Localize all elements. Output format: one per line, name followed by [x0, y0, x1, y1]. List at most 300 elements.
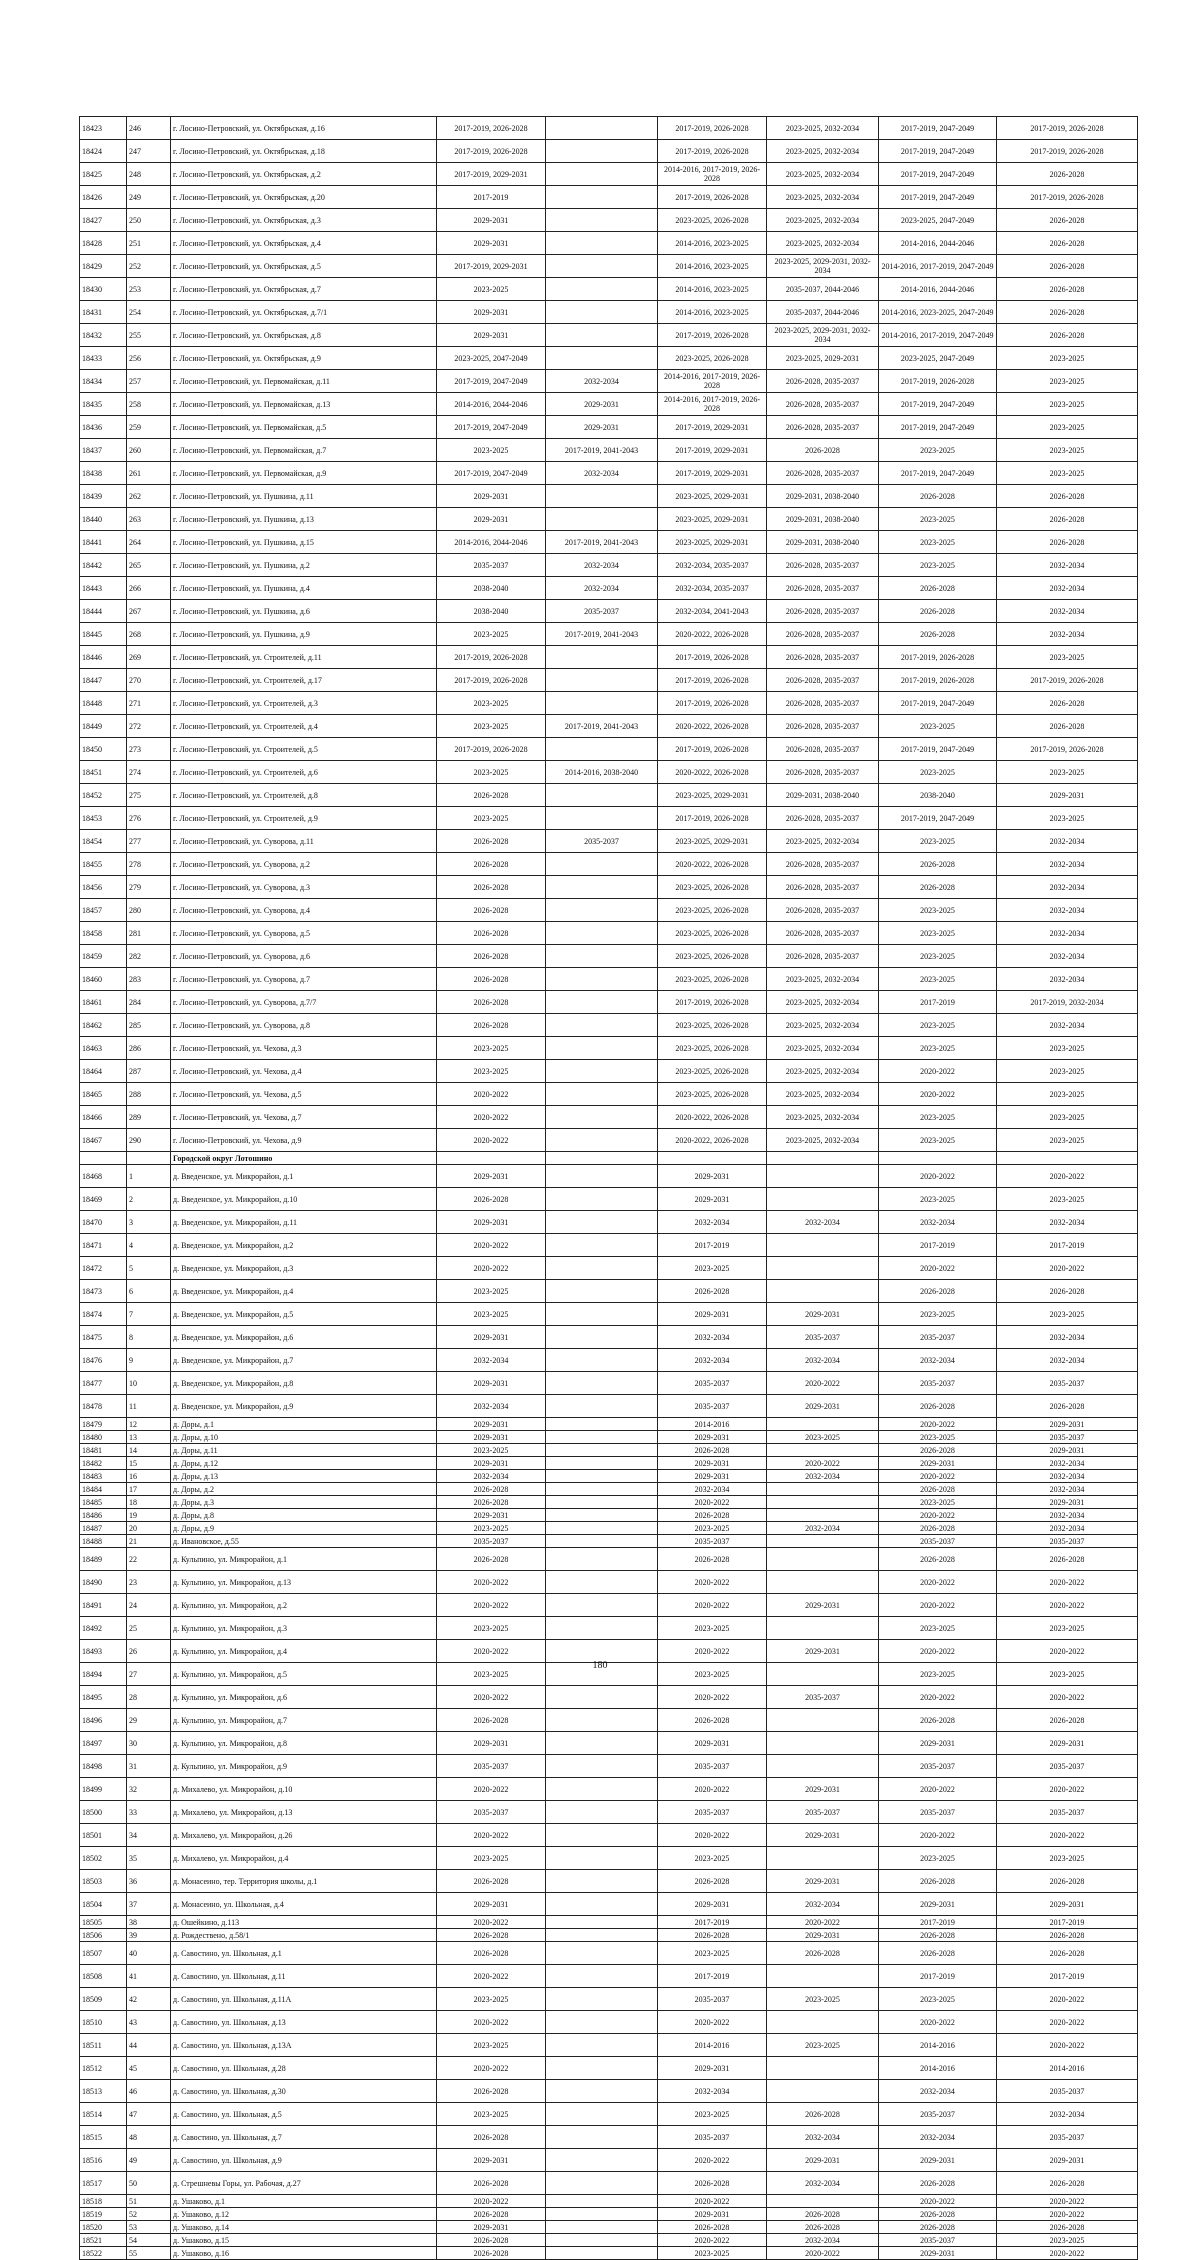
cell-record-id: 18460 — [80, 968, 127, 991]
cell-period-4 — [767, 1280, 879, 1303]
cell-item-number: 48 — [127, 2126, 171, 2149]
cell-period-5: 2014-2016 — [879, 2034, 997, 2057]
cell-record-id: 18474 — [80, 1303, 127, 1326]
cell-period-2 — [546, 646, 658, 669]
cell-address: д. Введенское, ул. Микрорайон, д.6 — [171, 1326, 437, 1349]
table-row — [80, 1188, 1138, 1211]
cell-period-5: 2020-2022 — [879, 1418, 997, 1431]
cell-period-6: 2032-2034 — [997, 1014, 1138, 1037]
cell-period-3: 2032-2034, 2035-2037 — [658, 554, 767, 577]
cell-record-id: 18424 — [80, 140, 127, 163]
cell-period-2 — [546, 1372, 658, 1395]
table-row — [80, 1801, 1138, 1824]
table-row — [80, 1778, 1138, 1801]
cell-item-number: 38 — [127, 1916, 171, 1929]
cell-period-1: 2017-2019, 2047-2049 — [437, 462, 546, 485]
cell-period-1: 2029-2031 — [437, 2221, 546, 2234]
cell-period-2: 2017-2019, 2041-2043 — [546, 531, 658, 554]
cell-period-6: 2032-2034 — [997, 1211, 1138, 1234]
cell-period-3: 2020-2022, 2026-2028 — [658, 623, 767, 646]
cell-period-6: 2026-2028 — [997, 508, 1138, 531]
cell-record-id: 18439 — [80, 485, 127, 508]
cell-record-id: 18462 — [80, 1014, 127, 1037]
cell-address: г. Лосино-Петровский, ул. Первомайская, д.11 — [171, 370, 437, 393]
cell-period-5: 2035-2037 — [879, 1326, 997, 1349]
cell-period-1: 2026-2028 — [437, 1870, 546, 1893]
cell-address: г. Лосино-Петровский, ул. Строителей, д.4 — [171, 715, 437, 738]
cell-period-2 — [546, 1431, 658, 1444]
cell-period-1: 2026-2028 — [437, 2126, 546, 2149]
cell-period-2 — [546, 1893, 658, 1916]
cell-period-1: 2023-2025 — [437, 623, 546, 646]
cell-item-number: 37 — [127, 1893, 171, 1916]
cell-period-5: 2026-2028 — [879, 1548, 997, 1571]
cell-period-1: 2020-2022 — [437, 1257, 546, 1280]
cell-period-6: 2020-2022 — [997, 1686, 1138, 1709]
cell-period-5: 2014-2016, 2023-2025, 2047-2049 — [879, 301, 997, 324]
cell-period-3: 2023-2025, 2026-2028 — [658, 1014, 767, 1037]
cell-item-number: 7 — [127, 1303, 171, 1326]
cell-period-4: 2029-2031, 2038-2040 — [767, 508, 879, 531]
cell-period-2 — [546, 1165, 658, 1188]
cell-period-3: 2020-2022 — [658, 1640, 767, 1663]
cell-period-5: 2023-2025 — [879, 1988, 997, 2011]
cell-period-6: 2026-2028 — [997, 255, 1138, 278]
cell-item-number: 264 — [127, 531, 171, 554]
cell-item-number: 11 — [127, 1395, 171, 1418]
table-row — [80, 255, 1138, 278]
cell-record-id: 18446 — [80, 646, 127, 669]
table-row — [80, 1824, 1138, 1847]
cell-period-4: 2023-2025, 2032-2034 — [767, 968, 879, 991]
cell-item-number: 51 — [127, 2195, 171, 2208]
cell-period-5: 2017-2019, 2047-2049 — [879, 692, 997, 715]
table-row — [80, 1234, 1138, 1257]
cell-period-2 — [546, 232, 658, 255]
cell-item-number: 250 — [127, 209, 171, 232]
cell-period-2 — [546, 1801, 658, 1824]
cell-period-3: 2032-2034 — [658, 1483, 767, 1496]
table-row — [80, 784, 1138, 807]
cell-period-5: 2017-2019 — [879, 991, 997, 1014]
cell-period-6: 2032-2034 — [997, 2103, 1138, 2126]
cell-item-number: 25 — [127, 1617, 171, 1640]
cell-period-1: 2029-2031 — [437, 301, 546, 324]
cell-record-id: 18448 — [80, 692, 127, 715]
cell-period-2 — [546, 899, 658, 922]
cell-period-3 — [658, 1152, 767, 1165]
cell-period-1: 2023-2025 — [437, 761, 546, 784]
cell-address: д. Кульпино, ул. Микрорайон, д.5 — [171, 1663, 437, 1686]
cell-record-id — [80, 1152, 127, 1165]
cell-period-2 — [546, 2221, 658, 2234]
cell-period-2 — [546, 2208, 658, 2221]
section-row — [80, 1152, 1138, 1165]
cell-item-number: 22 — [127, 1548, 171, 1571]
cell-item-number: 17 — [127, 1483, 171, 1496]
cell-period-3: 2017-2019 — [658, 1916, 767, 1929]
cell-address: г. Лосино-Петровский, ул. Строителей, д.9 — [171, 807, 437, 830]
cell-item-number: 2 — [127, 1188, 171, 1211]
cell-address: г. Лосино-Петровский, ул. Суворова, д.6 — [171, 945, 437, 968]
cell-period-2: 2035-2037 — [546, 830, 658, 853]
cell-period-6: 2026-2028 — [997, 163, 1138, 186]
cell-period-5: 2017-2019, 2047-2049 — [879, 416, 997, 439]
cell-period-2 — [546, 2195, 658, 2208]
cell-record-id: 18516 — [80, 2149, 127, 2172]
cell-address: г. Лосино-Петровский, ул. Строителей, д.5 — [171, 738, 437, 761]
cell-period-1: 2023-2025 — [437, 1617, 546, 1640]
cell-item-number: 262 — [127, 485, 171, 508]
cell-item-number: 255 — [127, 324, 171, 347]
cell-period-3: 2029-2031 — [658, 1732, 767, 1755]
cell-item-number: 39 — [127, 1929, 171, 1942]
cell-period-3: 2017-2019 — [658, 1965, 767, 1988]
cell-period-6: 2032-2034 — [997, 1483, 1138, 1496]
cell-period-6: 2032-2034 — [997, 830, 1138, 853]
cell-period-6: 2032-2034 — [997, 600, 1138, 623]
cell-period-1: 2023-2025 — [437, 1037, 546, 1060]
cell-record-id: 18503 — [80, 1870, 127, 1893]
cell-period-2 — [546, 1303, 658, 1326]
cell-item-number: 19 — [127, 1509, 171, 1522]
cell-period-3: 2017-2019, 2026-2028 — [658, 140, 767, 163]
cell-period-1: 2023-2025 — [437, 1060, 546, 1083]
cell-period-3: 2017-2019, 2029-2031 — [658, 416, 767, 439]
table-row — [80, 1037, 1138, 1060]
cell-period-6: 2017-2019 — [997, 1234, 1138, 1257]
cell-period-4: 2026-2028, 2035-2037 — [767, 600, 879, 623]
table-row — [80, 1444, 1138, 1457]
cell-period-4: 2023-2025, 2029-2031 — [767, 347, 879, 370]
cell-period-1: 2026-2028 — [437, 1014, 546, 1037]
cell-period-1: 2029-2031 — [437, 1457, 546, 1470]
cell-period-1: 2017-2019, 2026-2028 — [437, 117, 546, 140]
cell-address: г. Лосино-Петровский, ул. Первомайская, д.7 — [171, 439, 437, 462]
table-row — [80, 2149, 1138, 2172]
cell-period-2 — [546, 1083, 658, 1106]
cell-period-1: 2032-2034 — [437, 1470, 546, 1483]
table-row — [80, 2034, 1138, 2057]
cell-period-2 — [546, 1709, 658, 1732]
table-row — [80, 1372, 1138, 1395]
table-row — [80, 163, 1138, 186]
cell-item-number: 251 — [127, 232, 171, 255]
table-row — [80, 1106, 1138, 1129]
cell-record-id: 18518 — [80, 2195, 127, 2208]
cell-period-1: 2023-2025 — [437, 1444, 546, 1457]
cell-period-6: 2023-2025 — [997, 393, 1138, 416]
table-row — [80, 347, 1138, 370]
cell-period-2 — [546, 1824, 658, 1847]
cell-period-3: 2023-2025, 2029-2031 — [658, 531, 767, 554]
cell-period-4: 2026-2028, 2035-2037 — [767, 623, 879, 646]
cell-period-5: 2026-2028 — [879, 1929, 997, 1942]
table-row — [80, 439, 1138, 462]
cell-period-4: 2023-2025 — [767, 1431, 879, 1444]
cell-address: д. Савостино, ул. Школьная, д.11А — [171, 1988, 437, 2011]
cell-record-id: 18504 — [80, 1893, 127, 1916]
cell-record-id: 18450 — [80, 738, 127, 761]
cell-item-number: 275 — [127, 784, 171, 807]
cell-period-1: 2017-2019, 2047-2049 — [437, 416, 546, 439]
table-row — [80, 1257, 1138, 1280]
cell-period-4: 2023-2025, 2032-2034 — [767, 1106, 879, 1129]
cell-period-3: 2023-2025, 2026-2028 — [658, 347, 767, 370]
cell-period-3: 2029-2031 — [658, 1457, 767, 1470]
cell-period-1: 2029-2031 — [437, 324, 546, 347]
cell-record-id: 18515 — [80, 2126, 127, 2149]
cell-period-2 — [546, 2057, 658, 2080]
cell-period-4: 2029-2031 — [767, 1870, 879, 1893]
table-row — [80, 1548, 1138, 1571]
cell-address: г. Лосино-Петровский, ул. Октябрьская, д.4 — [171, 232, 437, 255]
cell-period-5: 2014-2016 — [879, 2057, 997, 2080]
cell-period-1: 2029-2031 — [437, 1372, 546, 1395]
table-row — [80, 2195, 1138, 2208]
cell-item-number: 270 — [127, 669, 171, 692]
cell-period-5: 2023-2025 — [879, 945, 997, 968]
cell-period-3: 2023-2025, 2026-2028 — [658, 968, 767, 991]
cell-address: д. Доры, д.9 — [171, 1522, 437, 1535]
cell-record-id: 18520 — [80, 2221, 127, 2234]
cell-period-1: 2026-2028 — [437, 2247, 546, 2260]
cell-address: г. Лосино-Петровский, ул. Чехова, д.9 — [171, 1129, 437, 1152]
cell-period-1: 2029-2031 — [437, 232, 546, 255]
cell-item-number: 42 — [127, 1988, 171, 2011]
cell-item-number: 261 — [127, 462, 171, 485]
cell-period-2 — [546, 1617, 658, 1640]
cell-item-number: 20 — [127, 1522, 171, 1535]
cell-period-4: 2026-2028, 2035-2037 — [767, 646, 879, 669]
cell-period-5: 2026-2028 — [879, 2172, 997, 2195]
cell-period-3: 2020-2022 — [658, 1824, 767, 1847]
cell-item-number: 46 — [127, 2080, 171, 2103]
cell-address: д. Кульпино, ул. Микрорайон, д.3 — [171, 1617, 437, 1640]
cell-period-3: 2020-2022 — [658, 2234, 767, 2247]
cell-period-1: 2026-2028 — [437, 968, 546, 991]
cell-period-5: 2026-2028 — [879, 1280, 997, 1303]
table-row — [80, 2234, 1138, 2247]
cell-period-6: 2020-2022 — [997, 1571, 1138, 1594]
cell-period-1: 2020-2022 — [437, 2011, 546, 2034]
cell-item-number: 273 — [127, 738, 171, 761]
cell-address: г. Лосино-Петровский, ул. Первомайская, д.9 — [171, 462, 437, 485]
cell-period-5: 2020-2022 — [879, 1165, 997, 1188]
cell-period-3: 2035-2037 — [658, 2126, 767, 2149]
cell-period-3: 2029-2031 — [658, 2208, 767, 2221]
cell-period-5: 2023-2025, 2047-2049 — [879, 209, 997, 232]
cell-period-6: 2035-2037 — [997, 1755, 1138, 1778]
cell-record-id: 18455 — [80, 853, 127, 876]
cell-period-6: 2029-2031 — [997, 1496, 1138, 1509]
cell-period-5: 2026-2028 — [879, 1522, 997, 1535]
cell-record-id: 18457 — [80, 899, 127, 922]
cell-address: г. Лосино-Петровский, ул. Суворова, д.11 — [171, 830, 437, 853]
table-row — [80, 1847, 1138, 1870]
cell-address: г. Лосино-Петровский, ул. Суворова, д.4 — [171, 899, 437, 922]
cell-address: г. Лосино-Петровский, ул. Пушкина, д.11 — [171, 485, 437, 508]
table-row — [80, 1395, 1138, 1418]
cell-period-5: 2017-2019 — [879, 1234, 997, 1257]
cell-period-1: 2017-2019, 2026-2028 — [437, 140, 546, 163]
cell-period-2 — [546, 1870, 658, 1893]
cell-item-number: 47 — [127, 2103, 171, 2126]
cell-period-2 — [546, 945, 658, 968]
cell-period-5: 2026-2028 — [879, 853, 997, 876]
table-row — [80, 1349, 1138, 1372]
cell-period-6: 2029-2031 — [997, 2149, 1138, 2172]
cell-period-4: 2023-2025, 2032-2034 — [767, 1083, 879, 1106]
table-row — [80, 669, 1138, 692]
cell-period-1: 2026-2028 — [437, 784, 546, 807]
cell-record-id: 18502 — [80, 1847, 127, 1870]
cell-period-2 — [546, 1988, 658, 2011]
table-row — [80, 2208, 1138, 2221]
table-row — [80, 1893, 1138, 1916]
cell-period-4: 2026-2028, 2035-2037 — [767, 922, 879, 945]
cell-period-6: 2023-2025 — [997, 370, 1138, 393]
cell-period-1: 2023-2025 — [437, 1303, 546, 1326]
cell-period-6: 2017-2019, 2026-2028 — [997, 669, 1138, 692]
cell-period-6: 2023-2025 — [997, 347, 1138, 370]
cell-period-6: 2020-2022 — [997, 1640, 1138, 1663]
cell-period-4: 2026-2028, 2035-2037 — [767, 945, 879, 968]
cell-period-6: 2023-2025 — [997, 462, 1138, 485]
cell-record-id: 18434 — [80, 370, 127, 393]
cell-period-1: 2026-2028 — [437, 1188, 546, 1211]
cell-address: д. Ушаково, д.1 — [171, 2195, 437, 2208]
cell-period-5: 2020-2022 — [879, 1083, 997, 1106]
cell-item-number: 256 — [127, 347, 171, 370]
cell-record-id: 18501 — [80, 1824, 127, 1847]
cell-period-1: 2029-2031 — [437, 485, 546, 508]
table-row — [80, 1535, 1138, 1548]
cell-period-2 — [546, 485, 658, 508]
cell-period-3: 2026-2028 — [658, 2172, 767, 2195]
cell-record-id: 18463 — [80, 1037, 127, 1060]
cell-period-4: 2032-2034 — [767, 1470, 879, 1483]
cell-period-3: 2026-2028 — [658, 2221, 767, 2234]
cell-period-5: 2029-2031 — [879, 1457, 997, 1470]
cell-period-1: 2017-2019, 2029-2031 — [437, 255, 546, 278]
cell-item-number: 43 — [127, 2011, 171, 2034]
cell-address: г. Лосино-Петровский, ул. Пушкина, д.9 — [171, 623, 437, 646]
cell-record-id: 18472 — [80, 1257, 127, 1280]
cell-period-3: 2035-2037 — [658, 1372, 767, 1395]
cell-address: г. Лосино-Петровский, ул. Суворова, д.3 — [171, 876, 437, 899]
cell-address: д. Доры, д.3 — [171, 1496, 437, 1509]
cell-period-1: 2020-2022 — [437, 1965, 546, 1988]
cell-period-4: 2035-2037 — [767, 1801, 879, 1824]
cell-record-id: 18476 — [80, 1349, 127, 1372]
cell-address: д. Кульпино, ул. Микрорайон, д.9 — [171, 1755, 437, 1778]
cell-period-4: 2026-2028 — [767, 1942, 879, 1965]
cell-address: г. Лосино-Петровский, ул. Строителей, д.6 — [171, 761, 437, 784]
cell-address: г. Лосино-Петровский, ул. Пушкина, д.2 — [171, 554, 437, 577]
cell-period-5: 2017-2019, 2047-2049 — [879, 807, 997, 830]
table-row — [80, 830, 1138, 853]
table-row — [80, 1732, 1138, 1755]
cell-period-6: 2023-2025 — [997, 1663, 1138, 1686]
cell-period-6: 2032-2034 — [997, 1349, 1138, 1372]
table-row — [80, 1965, 1138, 1988]
cell-record-id: 18490 — [80, 1571, 127, 1594]
cell-period-2 — [546, 991, 658, 1014]
cell-period-6: 2020-2022 — [997, 1594, 1138, 1617]
cell-period-6: 2020-2022 — [997, 1778, 1138, 1801]
cell-period-2 — [546, 140, 658, 163]
cell-period-4: 2023-2025, 2029-2031, 2032-2034 — [767, 255, 879, 278]
cell-period-6: 2023-2025 — [997, 1037, 1138, 1060]
cell-period-6: 2032-2034 — [997, 1470, 1138, 1483]
cell-record-id: 18427 — [80, 209, 127, 232]
cell-period-1: 2029-2031 — [437, 1893, 546, 1916]
cell-period-5: 2035-2037 — [879, 1535, 997, 1548]
cell-item-number: 21 — [127, 1535, 171, 1548]
cell-item-number: 32 — [127, 1778, 171, 1801]
cell-period-2 — [546, 1755, 658, 1778]
cell-item-number: 260 — [127, 439, 171, 462]
cell-address: д. Ушаково, д.16 — [171, 2247, 437, 2260]
cell-record-id: 18497 — [80, 1732, 127, 1755]
cell-item-number: 269 — [127, 646, 171, 669]
cell-period-4 — [767, 2057, 879, 2080]
cell-period-5: 2023-2025 — [879, 531, 997, 554]
cell-period-5: 2038-2040 — [879, 784, 997, 807]
cell-period-4: 2026-2028, 2035-2037 — [767, 370, 879, 393]
cell-period-6: 2023-2025 — [997, 1847, 1138, 1870]
cell-address: д. Кульпино, ул. Микрорайон, д.6 — [171, 1686, 437, 1709]
cell-period-4: 2023-2025, 2032-2034 — [767, 209, 879, 232]
cell-period-2 — [546, 1778, 658, 1801]
cell-period-4: 2023-2025, 2032-2034 — [767, 1060, 879, 1083]
cell-period-5: 2026-2028 — [879, 1395, 997, 1418]
cell-item-number: 268 — [127, 623, 171, 646]
cell-address: г. Лосино-Петровский, ул. Суворова, д.2 — [171, 853, 437, 876]
cell-period-2 — [546, 853, 658, 876]
cell-period-4: 2023-2025 — [767, 1988, 879, 2011]
cell-item-number: 41 — [127, 1965, 171, 1988]
cell-address: д. Введенское, ул. Микрорайон, д.8 — [171, 1372, 437, 1395]
cell-item-number: 6 — [127, 1280, 171, 1303]
cell-period-3: 2017-2019, 2026-2028 — [658, 738, 767, 761]
cell-period-5: 2023-2025 — [879, 968, 997, 991]
cell-record-id: 18512 — [80, 2057, 127, 2080]
cell-record-id: 18505 — [80, 1916, 127, 1929]
cell-period-6: 2032-2034 — [997, 623, 1138, 646]
cell-period-1: 2026-2028 — [437, 1929, 546, 1942]
cell-period-5: 2026-2028 — [879, 577, 997, 600]
cell-address: д. Кульпино, ул. Микрорайон, д.7 — [171, 1709, 437, 1732]
cell-address: д. Ивановское, д.55 — [171, 1535, 437, 1548]
cell-period-1: 2032-2034 — [437, 1349, 546, 1372]
cell-period-6: 2023-2025 — [997, 1188, 1138, 1211]
cell-item-number: 284 — [127, 991, 171, 1014]
cell-period-5: 2014-2016, 2017-2019, 2047-2049 — [879, 324, 997, 347]
cell-period-4: 2026-2028, 2035-2037 — [767, 577, 879, 600]
cell-period-3: 2023-2025 — [658, 1617, 767, 1640]
cell-period-2 — [546, 1349, 658, 1372]
cell-period-4 — [767, 1571, 879, 1594]
cell-item-number: 35 — [127, 1847, 171, 1870]
cell-address: г. Лосино-Петровский, ул. Чехова, д.4 — [171, 1060, 437, 1083]
cell-period-4: 2026-2028 — [767, 439, 879, 462]
cell-period-1: 2023-2025 — [437, 2034, 546, 2057]
cell-period-3: 2026-2028 — [658, 1929, 767, 1942]
cell-period-5: 2014-2016, 2044-2046 — [879, 232, 997, 255]
cell-period-6: 2035-2037 — [997, 1431, 1138, 1444]
